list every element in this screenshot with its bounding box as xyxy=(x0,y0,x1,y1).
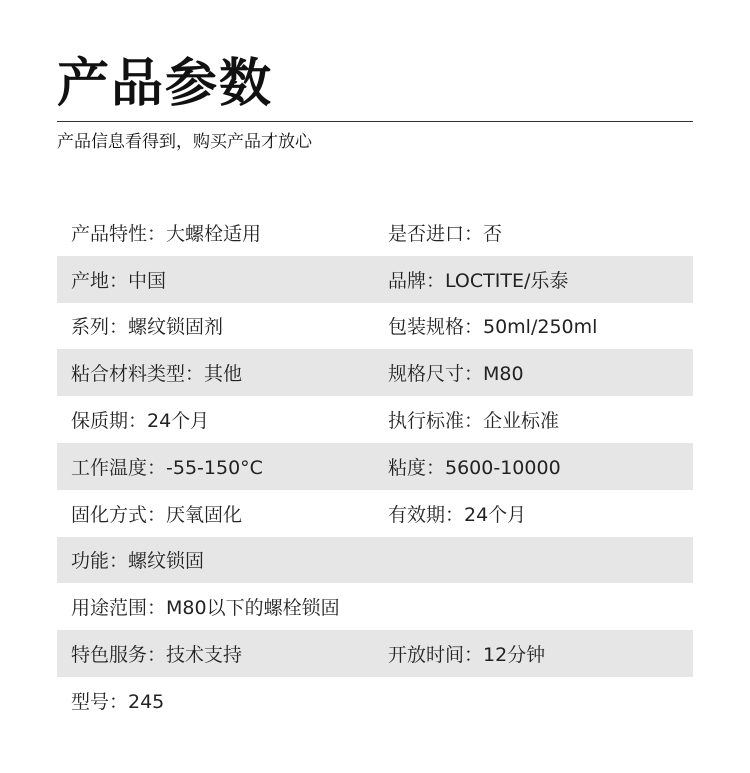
spec-row xyxy=(57,256,693,303)
spec-item: 功能：螺纹锁固 xyxy=(71,550,205,573)
page-subtitle: 产品信息看得到，购买产品才放心 xyxy=(57,132,312,152)
spec-item: 产地：中国 xyxy=(71,269,167,292)
spec-row xyxy=(57,349,693,396)
spec-item: 执行标准：企业标准 xyxy=(388,410,560,433)
spec-item: 粘合材料类型：其他 xyxy=(71,363,243,386)
spec-item: 特色服务：技术支持 xyxy=(71,644,243,667)
spec-item: 粘度：5600-10000 xyxy=(388,456,561,479)
title-divider xyxy=(57,121,693,122)
spec-item: 工作温度：-55-150°C xyxy=(71,456,263,479)
spec-item: 品牌：LOCTITE/乐泰 xyxy=(388,269,569,292)
spec-row xyxy=(57,209,693,256)
spec-row xyxy=(57,303,693,350)
spec-row xyxy=(57,677,693,724)
spec-item: 有效期：24个月 xyxy=(388,503,527,526)
spec-item: 保质期：24个月 xyxy=(71,410,210,433)
page-title: 产品参数 xyxy=(57,54,274,114)
spec-row xyxy=(57,583,693,630)
spec-item: 包装规格：50ml/250ml xyxy=(388,316,598,339)
spec-item: 产品特性：大螺栓适用 xyxy=(71,222,262,245)
spec-row xyxy=(57,537,693,584)
spec-row xyxy=(57,630,693,677)
spec-table xyxy=(57,209,693,724)
spec-item: 开放时间：12分钟 xyxy=(388,644,546,667)
spec-item: 规格尺寸：M80 xyxy=(388,363,524,386)
spec-item: 固化方式：厌氧固化 xyxy=(71,503,243,526)
spec-item: 系列：螺纹锁固剂 xyxy=(71,316,224,339)
spec-item: 型号：245 xyxy=(71,690,165,713)
spec-row xyxy=(57,443,693,490)
spec-item: 用途范围：M80以下的螺栓锁固 xyxy=(71,597,340,620)
spec-item: 是否进口：否 xyxy=(388,222,503,245)
spec-row xyxy=(57,396,693,443)
spec-row xyxy=(57,490,693,537)
